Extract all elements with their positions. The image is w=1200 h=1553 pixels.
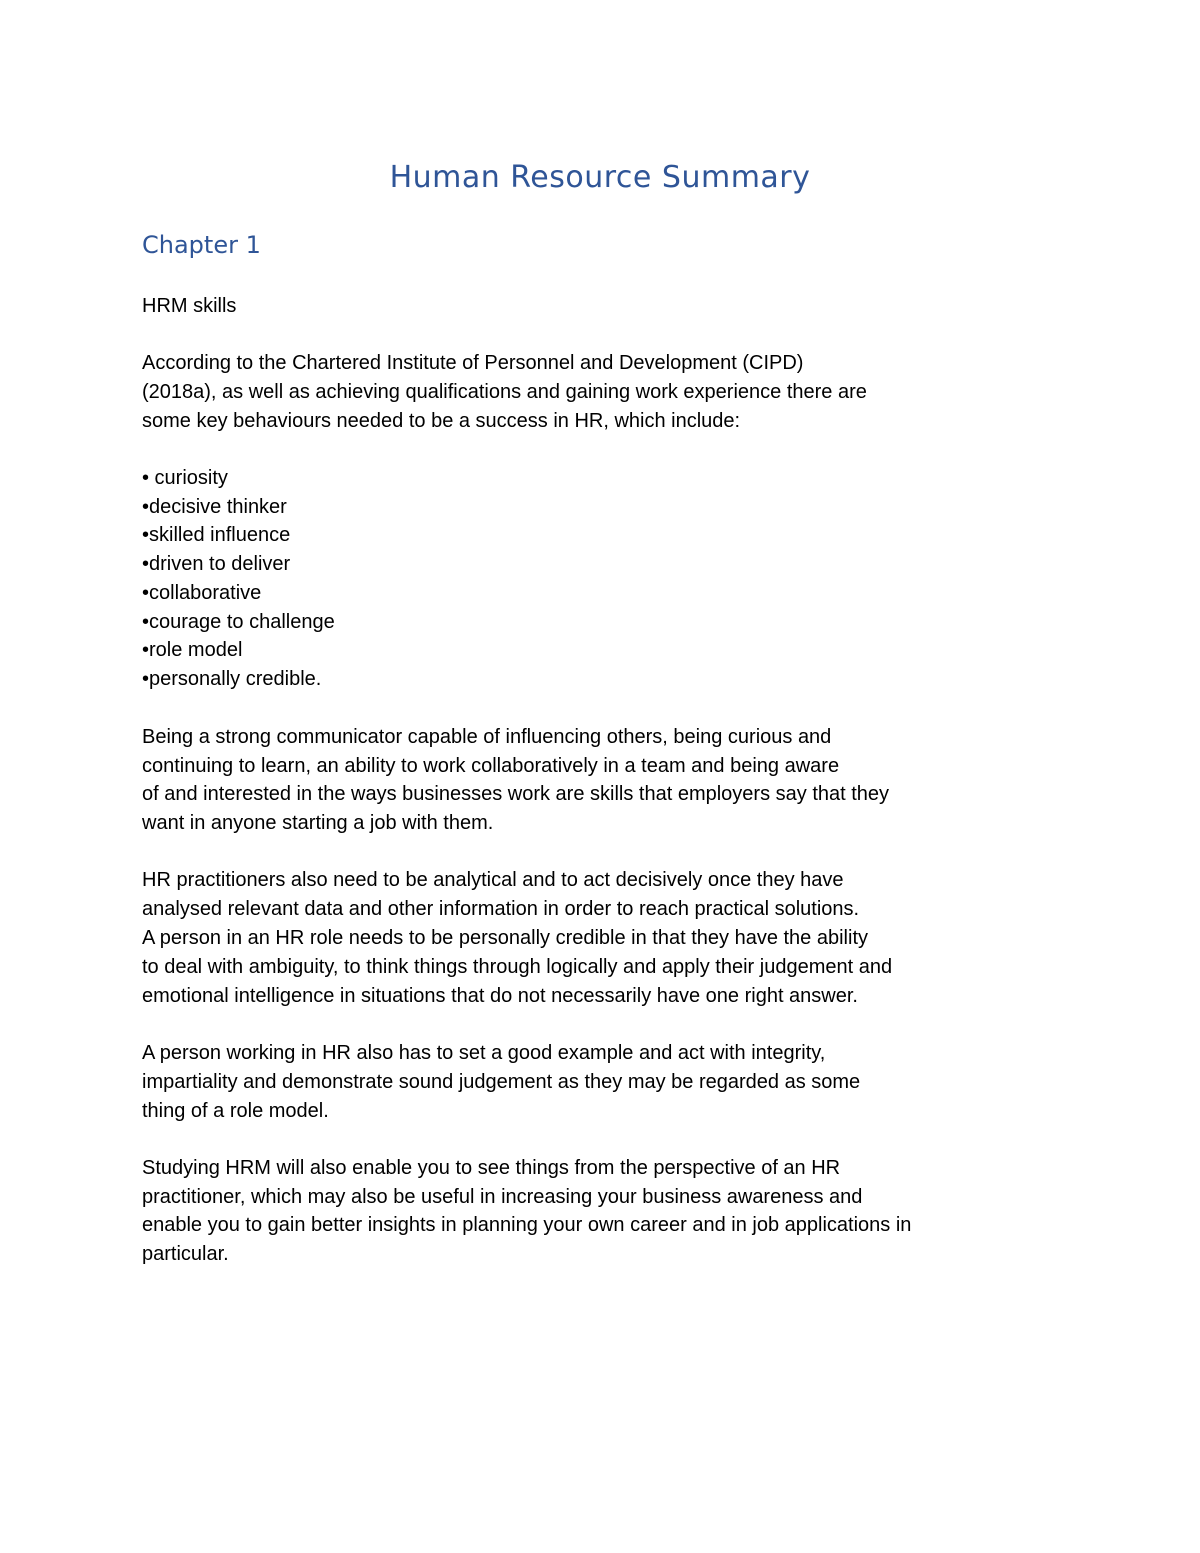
paragraph-line: A person working in HR also has to set a good example and act with integrity, [142,1042,826,1064]
chapter-heading: Chapter 1 [142,231,261,259]
paragraph-line: impartiality and demonstrate sound judgement as they may be regarded as some [142,1071,861,1093]
bullet-item: •decisive thinker [142,496,287,518]
bullet-item: •collaborative [142,582,262,604]
paragraph-line: Studying HRM will also enable you to see things from the perspective of an HR [142,1157,841,1179]
bullet-item: • curiosity [142,467,228,489]
paragraph-line: particular. [142,1243,229,1265]
paragraph-line: A person in an HR role needs to be personally credible in that they have the ability [142,927,868,949]
paragraph-line: of and interested in the ways businesses work are skills that employers say that they [142,783,890,805]
bullet-item: •driven to deliver [142,553,291,575]
paragraph-line: enable you to gain better insights in planning your own career and in job applications in [142,1214,912,1236]
paragraph-line: continuing to learn, an ability to work collaboratively in a team and being aware [142,755,840,777]
bullet-item: •courage to challenge [142,611,335,633]
paragraph-line: want in anyone starting a job with them. [142,812,494,834]
intro-line: (2018a), as well as achieving qualifications and gaining work experience there are [142,381,867,403]
section-heading: HRM skills [142,295,237,317]
paragraph-line: practitioner, which may also be useful in increasing your business awareness and [142,1186,863,1208]
paragraph-line: thing of a role model. [142,1100,329,1122]
bullet-item: •role model [142,639,243,661]
document-title: Human Resource Summary [389,160,811,195]
bullet-item: •skilled influence [142,524,291,546]
paragraph-line: emotional intelligence in situations that do not necessarily have one right answer. [142,985,858,1007]
paragraph-line: to deal with ambiguity, to think things through logically and apply their judgement and [142,956,893,978]
paragraph-line: analysed relevant data and other information in order to reach practical solutions. [142,898,860,920]
intro-line: some key behaviours needed to be a success in HR, which include: [142,410,741,432]
paragraph-line: HR practitioners also need to be analytical and to act decisively once they have [142,869,844,891]
intro-line: According to the Chartered Institute of Personnel and Development (CIPD) [142,352,804,374]
paragraph-line: Being a strong communicator capable of influencing others, being curious and [142,726,832,748]
bullet-item: •personally credible. [142,668,322,690]
